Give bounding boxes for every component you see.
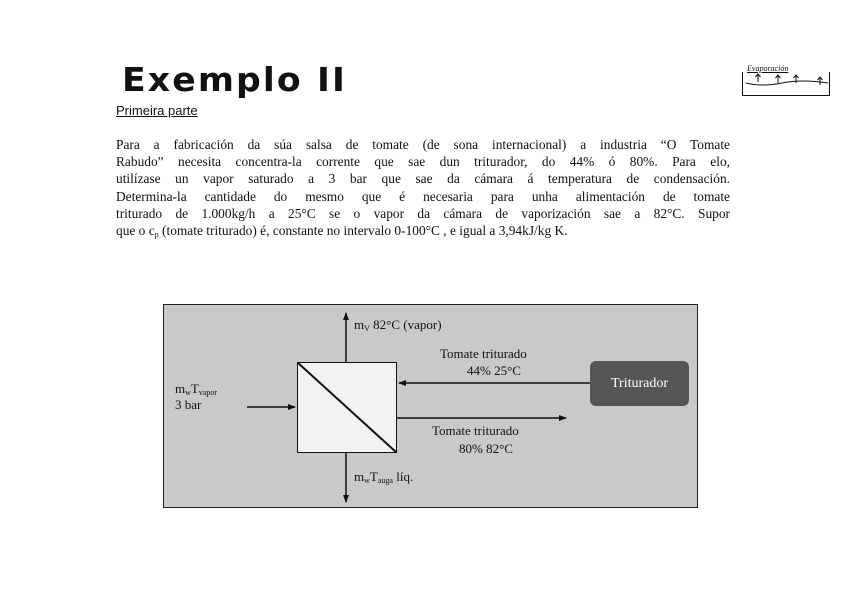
problem-line: utilízase un vapor saturado a 3 bar que sae da cámara á temperatura de condensación. — [116, 171, 730, 187]
page-title: Exemplo II — [122, 60, 347, 99]
feed-conditions: 44% 25°C — [467, 363, 521, 378]
problem-line: Para a fabricación da súa salsa de tomate (de sona internacional) a industria “O Tomate — [116, 137, 730, 152]
problem-last-suffix: (tomate triturado) é, constante no intervalo 0-100°C , e igual a 3,94kJ/kg K. — [158, 222, 568, 238]
condensate-rest: líq. — [392, 469, 414, 484]
condensate-sub2: auga — [377, 476, 393, 485]
logo-caption: Evaporación — [747, 64, 789, 73]
vapor-out-sub: V — [364, 324, 370, 333]
steam-in-pressure: 3 bar — [175, 397, 202, 412]
condensate-T: T — [369, 469, 378, 484]
steam-in-T: T — [190, 381, 199, 396]
steam-in-sub1: w — [185, 388, 191, 397]
condensate-sub1: w — [364, 476, 370, 485]
vapor-out-m: m — [354, 317, 365, 332]
evaporator-diagonal — [297, 362, 397, 453]
problem-last-sub: p — [154, 229, 159, 239]
problem-line: triturado de 1.000kg/h a 25°C se o vapor da cámara de vaporización sae a 82°C. Supor — [116, 205, 730, 221]
problem-line: Determina-la cantidade do mesmo que é necesaria para unha alimentación de tomate — [116, 188, 730, 204]
triturador-box: Triturador — [590, 361, 689, 406]
condensate-label — [354, 469, 413, 485]
feed-label: Tomate triturado — [440, 346, 527, 361]
vapor-out-rest: 82°C (vapor) — [369, 317, 442, 332]
product-conditions: 80% 82°C — [459, 441, 513, 456]
product-label: Tomate triturado — [432, 423, 519, 438]
steam-in-sub2: vapor — [198, 388, 218, 397]
condensate-m: m — [354, 469, 365, 484]
problem-last-prefix: que o c — [116, 222, 155, 238]
section-subtitle: Primeira parte — [116, 103, 198, 118]
problem-line: Rabudo” necesita concentra-la corrente que sae dun triturador, do 44% ó 80%. Para elo, — [116, 154, 730, 170]
steam-in-m: m — [175, 381, 186, 396]
vapor-out-label — [354, 317, 442, 333]
evaporator-unit — [297, 362, 397, 453]
steam-in-label — [175, 381, 217, 397]
